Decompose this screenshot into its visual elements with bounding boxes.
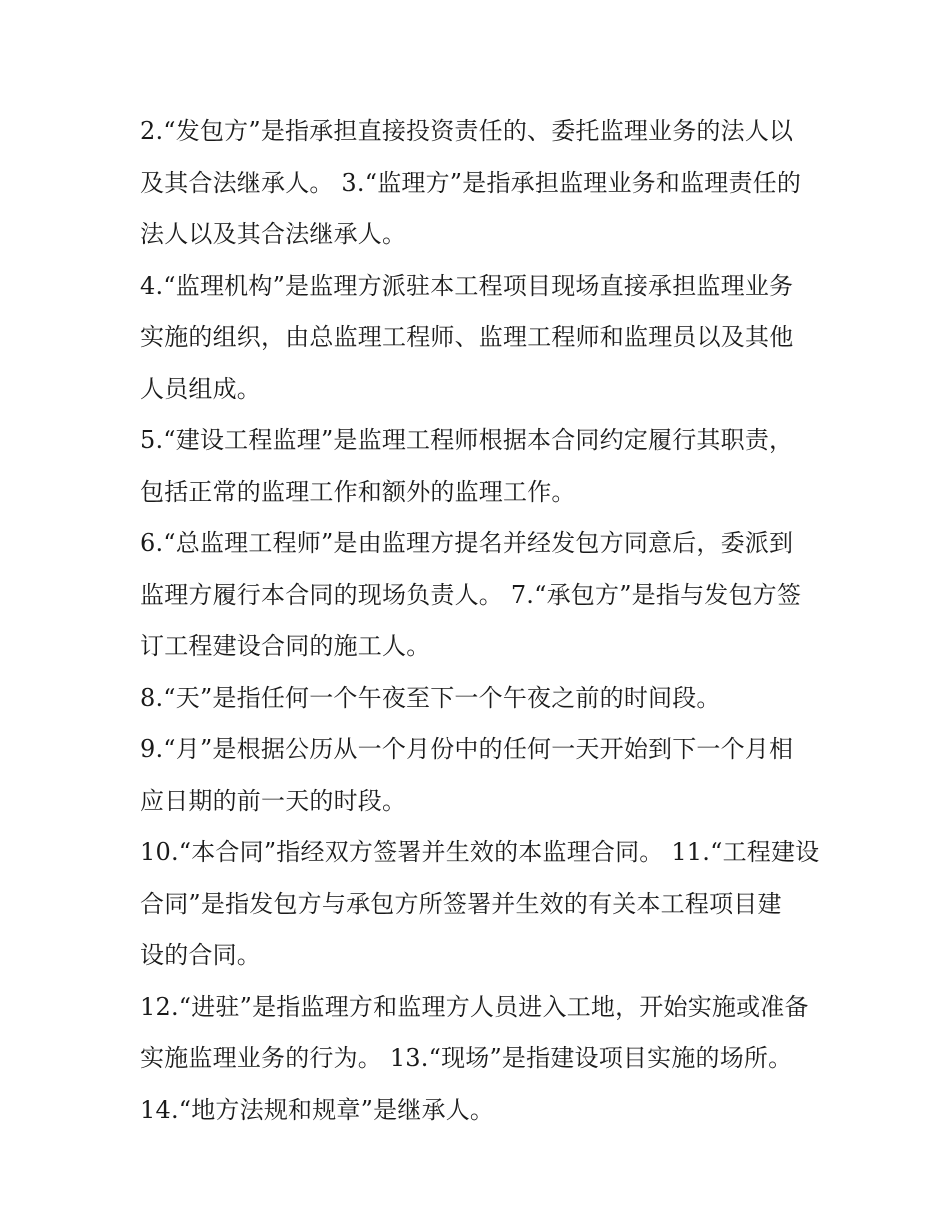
text-line: 包括正常的监理工作和额外的监理工作。 (140, 477, 576, 506)
text-line: 法人以及其合法继承人。 (140, 220, 407, 248)
text-line: 设的合同。 (140, 941, 261, 969)
text-line: 实施的组织，由总监理工程师、监理工程师和监理员以及其他 (140, 323, 794, 351)
text-line: 监理方履行本合同的现场负责人。 7.“承包方”是指与发包方签 (140, 580, 802, 609)
text-line: 5.“建设工程监理”是监理工程师根据本合同约定履行其职责， (140, 426, 794, 454)
text-line: 9.“月”是根据公历从一个月份中的任何一天开始到下一个月相 (140, 735, 794, 763)
text-line: 合同”是指发包方与承包方所签署并生效的有关本工程项目建 (140, 889, 782, 918)
text-line: 14.“地方法规和规章”是继承人。 (140, 1095, 495, 1124)
text-line: 人员组成。 (140, 374, 261, 403)
text-line: 及其合法继承人。 3.“监理方”是指承担监理业务和监理责任的 (140, 168, 802, 197)
text-line: 4.“监理机构”是监理方派驻本工程项目现场直接承担监理业务 (140, 271, 794, 300)
text-line: 6.“总监理工程师”是由监理方提名并经发包方同意后，委派到 (140, 529, 794, 557)
text-line: 订工程建设合同的施工人。 (140, 632, 431, 660)
text-line: 12.“进驻”是指监理方和监理方人员进入工地，开始实施或准备 (140, 992, 809, 1021)
text-line: 实施监理业务的行为。 13.“现场”是指建设项目实施的场所。 (140, 1044, 793, 1072)
text-line: 应日期的前一天的时段。 (140, 786, 407, 815)
text-line: 2.“发包方”是指承担直接投资责任的、委托监理业务的法人以 (140, 117, 794, 145)
text-line: 8.“天”是指任何一个午夜至下一个午夜之前的时间段。 (140, 683, 721, 712)
text-line: 10.“本合同”指经双方签署并生效的本监理合同。 11.“工程建设 (140, 838, 820, 866)
document-body (140, 106, 820, 1136)
